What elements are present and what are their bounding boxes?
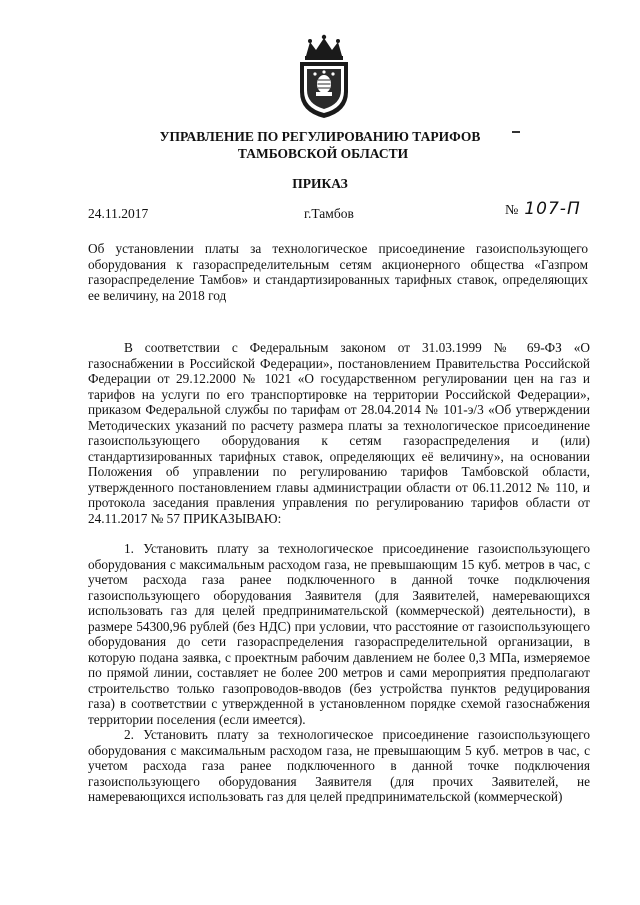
preamble-paragraph: В соответствии с Федеральным законом от 31.03.1999 № 69-ФЗ «О газоснабжении в Российской Федерации», постановлением Правительства Российской Федерации от 29.12.2000 № 1021 «О государственном регулировании цен на газ и тарифов на услуги по его транспортировке на территории Российской Федерации», приказом Федеральной службы по тарифам от 28.04.2014 № 101-э/3 «Об утверждении Методических указаний по расчету размера платы за технологическое присоединение газоиспользующего оборудования к сетям газораспределения и (или) стандартизированных тарифных ставок, определяющих её величину», на основании Положения об управлении по регулированию тарифов Тамбовской области, утвержденного постановлением главы администрации области от 06.11.2012 № 110, и протокола заседания правления управления по регулированию тарифов области от 24.11.2017 № 57 ПРИКАЗЫВАЮ:	[88, 340, 590, 526]
org-line-2: ТАМБОВСКОЙ ОБЛАСТИ	[237, 146, 409, 161]
item-1-paragraph: 1. Установить плату за технологическое присоединение газоиспользующего оборудования с максимальным расходом газа, не превышающим 15 куб. метров в час, с учетом расхода газа ранее подключенного в данной точке подключения газоиспользующего оборудования Заявителя (для Заявителей, намеревающихся использовать газ для целей предпринимательской (коммерческой) деятельности), в размере 54300,96 рублей (без НДС) при условии, что расстояние от газоиспользующего оборудования до сети газораспределения газораспределительной организации, в которую подана заявка, с проектным рабочим давлением не более 0,3 МПа, измеряемое по прямой линии, составляет не более 200 метров и сами мероприятия предполагают строительство только газопроводов-вводов (без устройства пунктов редуцирования газа) в соответствии с утвержденной в установленном порядке схемой газоснабжения территории поселения (если имеется).	[88, 541, 590, 727]
order-city: г.Тамбов	[304, 206, 354, 221]
order-body	[88, 340, 590, 805]
tambov-coat-of-arms-icon	[296, 34, 352, 120]
scan-mark	[512, 131, 520, 133]
number-prefix: №	[505, 203, 519, 218]
handwritten-number: 107-П	[524, 199, 581, 219]
document-type: ПРИКАЗ	[292, 176, 348, 191]
organization-name	[0, 128, 640, 162]
order-number	[505, 199, 581, 219]
order-date: 24.11.2017	[88, 206, 149, 221]
org-line-1: УПРАВЛЕНИЕ ПО РЕГУЛИРОВАНИЮ ТАРИФОВ	[159, 129, 481, 144]
item-2-paragraph: 2. Установить плату за технологическое присоединение газоиспользующего оборудования с максимальным расходом газа, не превышающим 5 куб. метров в час, с учетом расхода газа ранее подключенного в данной точке подключения газоиспользующего оборудования Заявителя (для прочих Заявителей, не намеревающихся использовать газ для целей предпринимательской (коммерческой)	[88, 727, 590, 804]
order-subject: Об установлении платы за технологическое присоединение газоиспользующего оборудования к газораспределительным сетям акционерного общества «Газпром газораспределение Тамбов» и стандартизированных тарифных ставок, определяющих ее величину, на 2018 год	[88, 241, 588, 303]
